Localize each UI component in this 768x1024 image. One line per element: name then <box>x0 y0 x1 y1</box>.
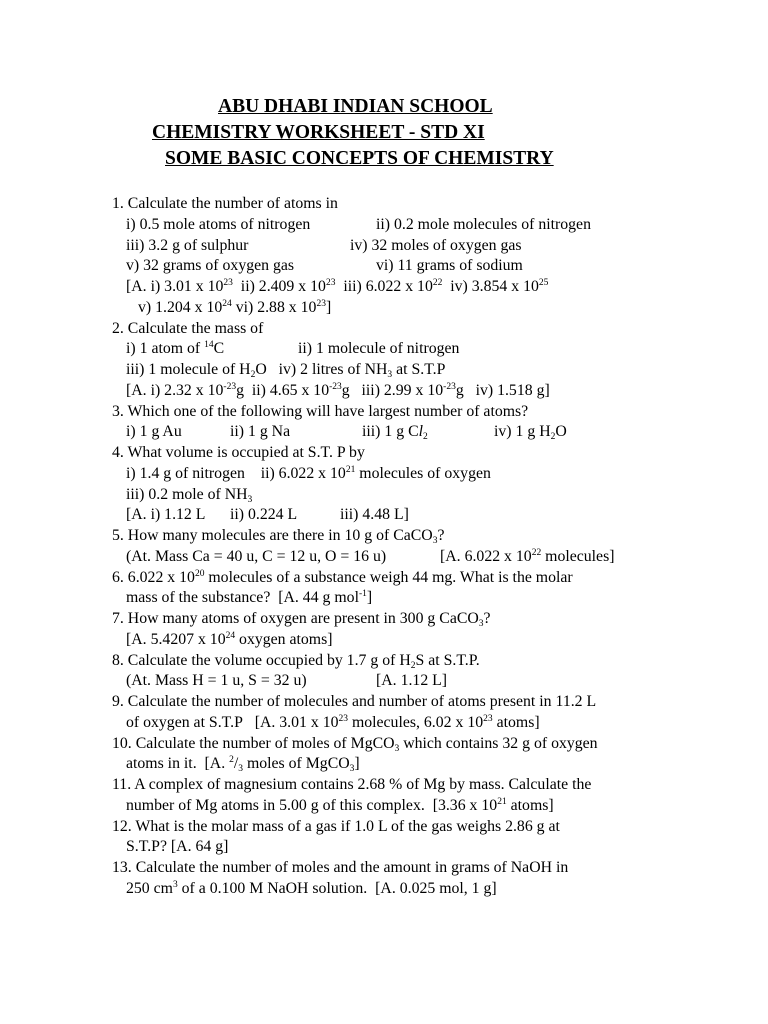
question-10: 10. Calculate the number of moles of MgCO$_3$ which contains 32 g of oxygen <box>112 734 598 754</box>
q3-option-iii: iii) 1 g $Cl_2$ <box>362 423 428 443</box>
question-7: 7. How many atoms of oxygen are present in 300 g CaCO$_3$? <box>112 610 491 629</box>
question-12: 12. What is the molar mass of a gas if 1.0 L of the gas weighs 2.86 g at <box>112 817 560 835</box>
q12-answer: S.T.P? [A. 64 g] <box>126 838 229 856</box>
question-9: 9. Calculate the number of molecules and number of atoms present in 11.2 L <box>112 693 597 710</box>
question-13: 13. Calculate the number of moles and the amount in grams of NaOH in <box>112 859 569 876</box>
q4-options-row-2: iii) 0.2 mole of $NH_3$ <box>126 485 253 505</box>
q2-option-i: i) 1 atom of $^{14}$C <box>126 340 225 358</box>
question-5: 5. How many molecules are there in 10 g of CaCO$_3$? <box>112 527 445 546</box>
q1-option-iv: iv) 32 moles of oxygen gas <box>350 236 522 254</box>
q2-options-row-1 <box>112 339 672 360</box>
question-8: 8. Calculate the volume occupied by 1.7 g of $H_2S$ at S.T.P. <box>112 651 480 671</box>
question-6: 6. 6.022 x $10^{20}$ molecules of a substance weigh 44 mg. What is the molar <box>112 568 573 586</box>
q1-option-ii: ii) 0.2 mole molecules of nitrogen <box>376 215 591 233</box>
question-2: 2. Calculate the mass of <box>112 319 264 337</box>
school-name: ABU DHABI INDIAN SCHOOL <box>218 96 493 117</box>
q1-options-row-1 <box>112 215 672 236</box>
q6-answer: mass of the substance? [A. 44 g mol$^{-1}$] <box>126 589 373 607</box>
question-3: 3. Which one of the following will have largest number of atoms? <box>112 402 529 420</box>
q7-answer: [A. 5.4207 x $10^{24}$ oxygen atoms] <box>126 630 333 648</box>
q2-option-ii: ii) 1 molecule of nitrogen <box>298 340 460 358</box>
q10-answer: atoms in it. [A. $^2/_3$ moles of MgCO$_3$] <box>126 755 360 775</box>
q4-options-row-1: i) 1.4 g of nitrogen ii) 6.022 x $10^{21}$ molecules of oxygen <box>126 464 491 482</box>
q3-option-i: i) 1 g Au <box>126 423 182 441</box>
q1-options-row-2 <box>112 236 672 257</box>
q13-answer: 250 $cm^3$ of a 0.100 M NaOH solution. [A. 0.025 mol, 1 g] <box>126 879 497 897</box>
q2-options-row-2: iii) 1 molecule of $H_2O$ iv) 2 litres of $NH_3$ at S.T.P <box>126 361 446 380</box>
question-1: 1. Calculate the number of atoms in <box>112 195 338 212</box>
q1-option-vi: vi) 11 grams of sodium <box>376 257 523 275</box>
q1-answer-line-2: v) 1.204 x $10^{24}$ vi) 2.88 x $10^{23}$] <box>138 298 332 316</box>
q3-option-ii: ii) 1 g Na <box>230 423 291 441</box>
q3-options <box>112 422 672 443</box>
q3-option-iv: iv) 1 g $H_2O$ <box>494 423 567 443</box>
q1-option-iii: iii) 3.2 g of sulphur <box>126 236 249 254</box>
q1-options-row-3 <box>112 256 672 277</box>
question-11: 11. A complex of magnesium contains 2.68 % of Mg by mass. Calculate the <box>112 776 592 793</box>
q1-option-i: i) 0.5 mole atoms of nitrogen <box>126 215 311 233</box>
chapter-title: SOME BASIC CONCEPTS OF CHEMISTRY <box>165 148 554 169</box>
q1-answer-line-1: [A. i) 3.01 x $10^{23}$ ii) 2.409 x $10^{23}$ iii) 6.022 x $10^{22}$ iv) 3.854 x $10^{25}$ <box>126 278 549 295</box>
q5-answer: (At. Mass Ca = 40 u, C = 12 u, O = 16 u) [A. 6.022 x $10^{22}$ molecules] <box>126 547 615 565</box>
worksheet-title: CHEMISTRY WORKSHEET - STD XI <box>152 122 485 143</box>
q11-answer: number of Mg atoms in 5.00 g of this complex. [3.36 x $10^{21}$ atoms] <box>126 796 554 814</box>
q2-answer: [A. i) 2.32 x $10^{-23}g$ ii) 4.65 x $10^{-23}g$ iii) 2.99 x $10^{-23}g$ iv) 1.518 g] <box>126 381 550 399</box>
question-4: 4. What volume is occupied at S.T. P by <box>112 444 365 461</box>
worksheet-body <box>112 194 672 900</box>
q9-answer: of oxygen at S.T.P [A. 3.01 x $10^{23}$ molecules, 6.02 x $10^{23}$ atoms] <box>126 713 540 731</box>
q8-answer: (At. Mass H = 1 u, S = 32 u) [A. 1.12 L] <box>126 672 448 690</box>
q1-option-v: v) 32 grams of oxygen gas <box>126 257 295 275</box>
q4-answer: [A. i) 1.12 L ii) 0.224 L iii) 4.48 L] <box>126 506 409 524</box>
